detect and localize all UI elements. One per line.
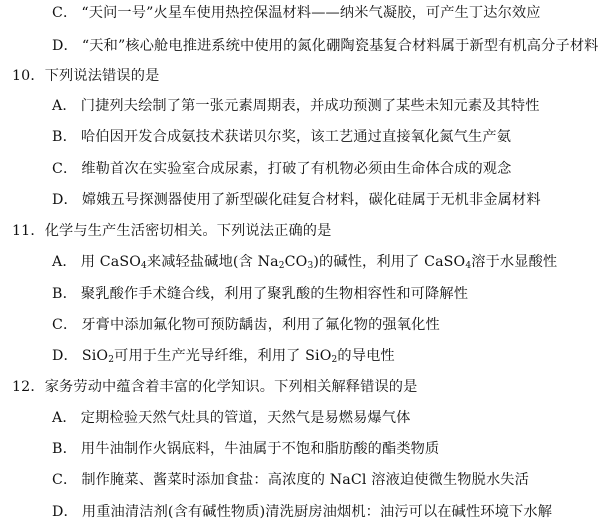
q11-option-b (52, 284, 468, 304)
question-number: 10． (12, 68, 45, 84)
question-number: 12． (12, 379, 45, 395)
option-text: 维勒首次在实验室合成尿素，打破了有机物必须由生命体合成的观念 (81, 161, 512, 177)
q12-option-a (52, 408, 411, 428)
q9-option-d (52, 36, 599, 56)
option-label: B． (52, 441, 77, 457)
q10-stem (12, 66, 159, 86)
option-label: A． (52, 98, 77, 114)
option-text: 哈伯因开发合成氨技术获诺贝尔奖，该工艺通过直接氧化氮气生产氨 (80, 129, 512, 145)
q12-option-b (52, 439, 439, 459)
option-text: 用重油清洁剂(含有碱性物质)清洗厨房油烟机：油污可以在碱性环境下水解 (81, 504, 553, 520)
subscript: 4 (465, 261, 472, 271)
option-text: 门捷列夫绘制了第一张元素周期表，并成功预测了某些未知元素及其特性 (80, 98, 540, 114)
q11-option-d (52, 346, 395, 370)
q11-option-a (52, 252, 557, 276)
option-label: C． (52, 161, 78, 177)
option-label: C． (52, 472, 78, 488)
option-text-part: 溶于水显酸性 (471, 254, 558, 270)
option-label: A． (52, 254, 77, 270)
question-text: 下列说法错误的是 (44, 68, 160, 84)
option-text-part: 的导电性 (337, 348, 395, 364)
option-label: D． (52, 38, 78, 54)
option-label: C． (52, 5, 78, 21)
option-text-part: CO (284, 254, 308, 270)
q10-option-c (52, 159, 511, 179)
q9-option-c (52, 3, 541, 23)
subscript: 2 (278, 261, 285, 271)
question-number: 11． (12, 223, 45, 239)
option-label: D． (52, 192, 78, 208)
question-text: 化学与生产生活密切相关。下列说法正确的是 (44, 223, 332, 239)
subscript: 2 (331, 355, 338, 365)
option-label: D． (52, 348, 78, 364)
option-text-part: 可用于生产光导纤维，利用了 SiO (114, 348, 332, 364)
option-label: D． (52, 504, 78, 520)
q12-stem (12, 377, 417, 397)
option-text: 定期检验天然气灶具的管道，天然气是易燃易爆气体 (80, 410, 411, 426)
subscript: 2 (108, 355, 115, 365)
subscript: 4 (141, 261, 147, 271)
option-label: B． (52, 286, 77, 302)
q10-option-d (52, 190, 541, 210)
q10-option-b (52, 127, 511, 147)
q10-option-a (52, 96, 540, 116)
option-text-part: 来减轻盐碱地(含 Na (146, 254, 279, 270)
option-text-part: )的碱性，利用了 CaSO (313, 254, 466, 270)
option-text: 牙膏中添加氟化物可预防龋齿，利用了氟化物的强氧化性 (81, 317, 440, 333)
option-text: 嫦娥五号探测器使用了新型碳化硅复合材料，碳化硅属于无机非金属材料 (81, 192, 541, 208)
option-text: 制作腌菜、酱菜时添加食盐：高浓度的 NaCl 溶液迫使微生物脱水失活 (81, 472, 529, 488)
option-label: B． (52, 129, 77, 145)
option-label: A． (52, 410, 77, 426)
subscript: 3 (307, 261, 314, 271)
q11-stem (12, 221, 331, 241)
option-text-part: 用 CaSO (80, 254, 141, 270)
q11-option-c (52, 315, 440, 335)
option-label: C． (52, 317, 78, 333)
question-text: 家务劳动中蕴含着丰富的化学知识。下列相关解释错误的是 (44, 379, 418, 395)
q12-option-d (52, 502, 552, 522)
option-text: 聚乳酸作手术缝合线，利用了聚乳酸的生物相容性和可降解性 (80, 286, 469, 302)
option-text: 用牛油制作火锅底料，牛油属于不饱和脂肪酸的酯类物质 (80, 441, 440, 457)
q12-option-c (52, 470, 529, 490)
option-text: “天和”核心舱电推进系统中使用的氮化硼陶瓷基复合材料属于新型有机高分子材料 (81, 38, 599, 54)
option-text: “天问一号”火星车使用热控保温材料——纳米气凝胶，可产生丁达尔效应 (81, 5, 541, 21)
option-text-part: SiO (81, 348, 109, 364)
